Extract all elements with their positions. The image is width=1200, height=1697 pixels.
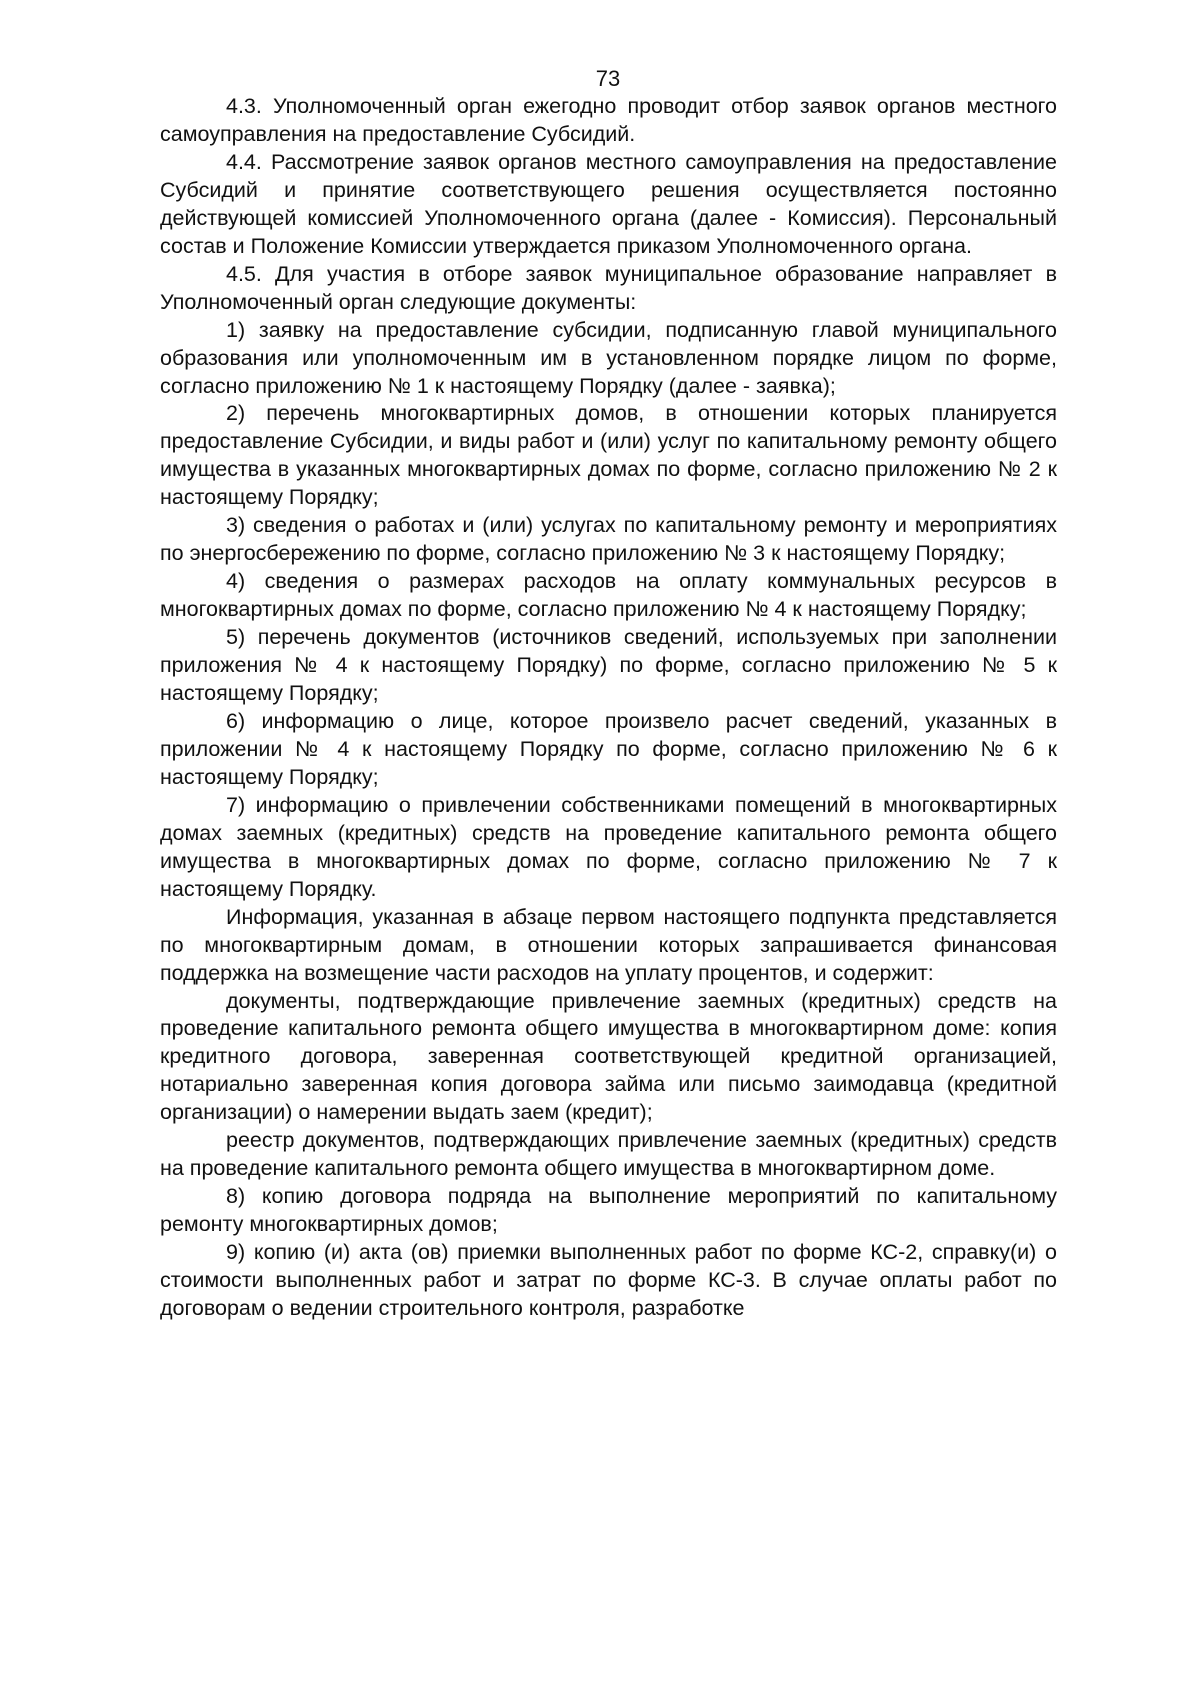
clause-4-5: 4.5. Для участия в отборе заявок муниципальное образование направляет в Уполномоченный орган следующие документы: (160, 261, 1057, 314)
list-item-3: 3) сведения о работах и (или) услугах по капитальному ремонту и мероприятиях по энергосбережению по форме, согласно приложению № 3 к настоящему Порядку; (160, 513, 1057, 566)
list-item-1: 1) заявку на предоставление субсидии, подписанную главой муниципального образования или уполномоченным им в установленном порядке лицом по форме, согласно приложению № 1 к настоящему Порядку (далее - заявка); (160, 317, 1057, 398)
list-item-8: 8) копию договора подряда на выполнение мероприятий по капитальному ремонту многоквартирных домов; (160, 1184, 1057, 1237)
list-item-2: 2) перечень многоквартирных домов, в отношении которых планируется предоставление Субсидии, и виды работ и (или) услуг по капитальному ремонту общего имущества в указанных многоквартирных домах по форме, согласно приложению № 2 к настоящему Порядку; (160, 401, 1057, 510)
list-item-6: 6) информацию о лице, которое произвело расчет сведений, указанных в приложении № 4 к настоящему Порядку по форме, согласно приложению № 6 к настоящему Порядку; (160, 708, 1057, 789)
list-item-7: 7) информацию о привлечении собственниками помещений в многоквартирных домах заемных (кредитных) средств на проведение капитального ремонта общего имущества в многоквартирных домах по форме, согласно приложению № 7 к настоящему Порядку. (160, 792, 1057, 901)
documents-paragraph: документы, подтверждающие привлечение заемных (кредитных) средств на проведение капитального ремонта общего имущества в многоквартирном доме: копия кредитного договора, заверенная соответствующей кредитной организацией, нотариально заверенная копия договора займа или письмо заимодавца (кредитной организации) о намерении выдать заем (кредит); (160, 988, 1057, 1125)
information-paragraph: Информация, указанная в абзаце первом настоящего подпункта представляется по многоквартирным домам, в отношении которых запрашивается финансовая поддержка на возмещение части расходов на уплату процентов, и содержит: (160, 904, 1057, 985)
document-body (160, 93, 1057, 1323)
page-number: 73 (595, 66, 621, 91)
list-item-4: 4) сведения о размерах расходов на оплату коммунальных ресурсов в многоквартирных домах по форме, согласно приложению № 4 к настоящему Порядку; (160, 569, 1057, 622)
list-item-5: 5) перечень документов (источников сведений, используемых при заполнении приложения № 4 к настоящему Порядку) по форме, согласно приложению № 5 к настоящему Порядку; (160, 625, 1057, 706)
clause-4-3: 4.3. Уполномоченный орган ежегодно проводит отбор заявок органов местного самоуправления на предоставление Субсидий. (160, 94, 1057, 146)
registry-paragraph: реестр документов, подтверждающих привлечение заемных (кредитных) средств на проведение капитального ремонта общего имущества в многоквартирном доме. (160, 1128, 1057, 1181)
clause-4-4: 4.4. Рассмотрение заявок органов местного самоуправления на предоставление Субсидий и принятие соответствующего решения осуществляется постоянно действующей комиссией Уполномоченного органа (далее - Комиссия). Персональный состав и Положение Комиссии утверждается приказом Уполномоченного органа. (160, 149, 1057, 258)
list-item-9: 9) копию (и) акта (ов) приемки выполненных работ по форме КС-2, справку(и) о стоимости выполненных работ и затрат по форме КС-3. В случае оплаты работ по договорам о ведении строительного контроля, разработке (160, 1240, 1057, 1320)
